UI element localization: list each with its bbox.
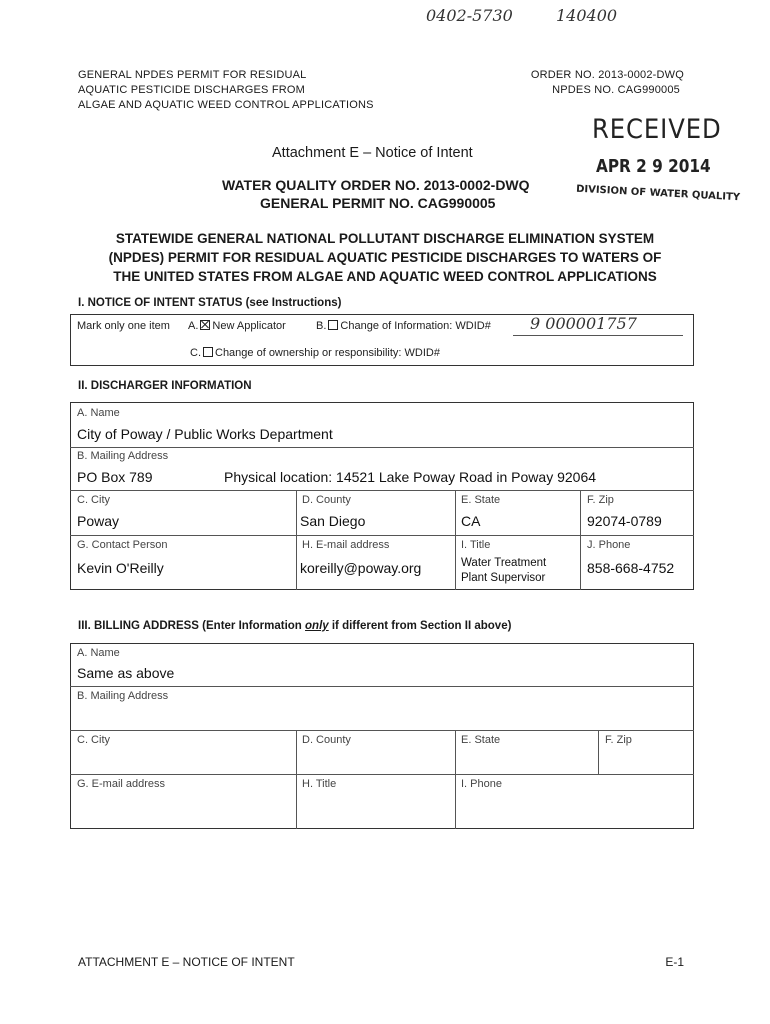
new-applicator-checkbox[interactable]	[200, 320, 210, 330]
header-right	[531, 68, 684, 98]
row-divider	[70, 535, 694, 536]
section-3-heading-pre: III. BILLING ADDRESS (Enter Information	[78, 620, 306, 632]
footer-left: ATTACHMENT E – NOTICE OF INTENT	[78, 955, 295, 969]
row-divider	[70, 730, 694, 731]
option-c-prefix: C.	[190, 347, 201, 359]
col-divider	[296, 730, 297, 829]
npdes-number: NPDES NO. CAG990005	[552, 84, 680, 96]
option-a-prefix: A.	[188, 320, 199, 332]
section-3-heading-only: only	[305, 620, 329, 632]
option-b-prefix: B.	[316, 320, 327, 332]
option-change-info[interactable]	[316, 320, 491, 332]
col-divider	[455, 490, 456, 590]
city-label: C. City	[77, 494, 110, 506]
change-info-checkbox[interactable]	[328, 320, 338, 330]
name-label: A. Name	[77, 407, 120, 419]
billing-phone-label: I. Phone	[461, 778, 502, 790]
statewide-line: THE UNITED STATES FROM ALGAE AND AQUATIC WEED CONTROL APPLICATIONS	[113, 269, 657, 284]
header-left-line: AQUATIC PESTICIDE DISCHARGES FROM	[78, 84, 306, 96]
mark-one-label: Mark only one item	[77, 320, 170, 332]
billing-email-label: G. E-mail address	[77, 778, 166, 790]
billing-name[interactable]: Same as above	[77, 665, 175, 681]
phone-value[interactable]: 858-668-4752	[587, 560, 675, 576]
title-line: Water Treatment	[461, 557, 547, 569]
zip-label: F. Zip	[587, 494, 614, 506]
mailing-label: B. Mailing Address	[77, 450, 169, 462]
contact-value[interactable]: Kevin O'Reilly	[77, 560, 164, 576]
title-value[interactable]	[461, 556, 546, 586]
col-divider	[296, 490, 297, 590]
zip-value[interactable]: 92074-0789	[587, 513, 662, 529]
option-c-label: Change of ownership or responsibility: WDID#	[215, 347, 440, 359]
billing-county-label: D. County	[302, 734, 351, 746]
state-value[interactable]: CA	[461, 513, 481, 529]
section-2-heading: II. DISCHARGER INFORMATION	[78, 380, 252, 392]
statewide-line: (NPDES) PERMIT FOR RESIDUAL AQUATIC PESTICIDE DISCHARGES TO WATERS OF	[108, 250, 662, 265]
row-divider	[70, 774, 694, 775]
billing-state-label: E. State	[461, 734, 501, 746]
row-divider	[70, 447, 694, 448]
section-3-heading	[78, 620, 511, 632]
statewide-line: STATEWIDE GENERAL NATIONAL POLLUTANT DISCHARGE ELIMINATION SYSTEM	[115, 231, 655, 246]
permit-title: GENERAL PERMIT NO. CAG990005	[260, 195, 496, 211]
city-value[interactable]: Poway	[77, 513, 120, 529]
email-value[interactable]: koreilly@poway.org	[300, 560, 422, 576]
row-divider	[70, 686, 694, 687]
attachment-title: Attachment E – Notice of Intent	[272, 145, 473, 161]
handwritten-code: 0402-5730	[426, 6, 513, 25]
page-number: E-1	[665, 955, 684, 969]
email-label: H. E-mail address	[302, 539, 390, 551]
col-divider	[598, 730, 599, 774]
header-left-line: ALGAE AND AQUATIC WEED CONTROL APPLICATIONS	[78, 99, 374, 111]
option-change-ownership[interactable]	[190, 347, 440, 359]
billing-title-label: H. Title	[302, 778, 337, 790]
row-divider	[70, 490, 694, 491]
option-b-label: Change of Information: WDID#	[340, 320, 491, 332]
section-1-heading: I. NOTICE OF INTENT STATUS (see Instructions)	[78, 297, 342, 309]
handwritten-time: 140400	[556, 6, 618, 25]
billing-zip-label: F. Zip	[605, 734, 632, 746]
section-3-heading-post: if different from Section II above)	[328, 620, 512, 632]
phone-label: J. Phone	[587, 539, 631, 551]
order-title: WATER QUALITY ORDER NO. 2013-0002-DWQ	[222, 177, 530, 193]
title-label: I. Title	[461, 539, 491, 551]
title-line: Plant Supervisor	[461, 572, 546, 584]
col-divider	[455, 730, 456, 829]
change-ownership-checkbox[interactable]	[203, 347, 213, 357]
order-number: ORDER NO. 2013-0002-DWQ	[530, 69, 684, 81]
handwritten-wdid: 9 000001757	[530, 314, 637, 333]
county-label: D. County	[302, 494, 351, 506]
state-label: E. State	[461, 494, 501, 506]
billing-city-label: C. City	[77, 734, 110, 746]
wdid-underline	[513, 335, 683, 336]
received-stamp: RECEIVED	[592, 114, 722, 145]
col-divider	[580, 490, 581, 590]
physical-location[interactable]: Physical location: 14521 Lake Poway Road in Poway 92064	[224, 469, 597, 485]
discharger-name[interactable]: City of Poway / Public Works Department	[77, 426, 333, 442]
billing-name-label: A. Name	[77, 647, 120, 659]
division-stamp: DIVISION OF WATER QUALITY	[575, 183, 741, 204]
statewide-title	[60, 229, 710, 286]
header-left-line: GENERAL NPDES PERMIT FOR RESIDUAL	[78, 69, 307, 81]
county-value[interactable]: San Diego	[300, 513, 366, 529]
received-date: APR 2 9 2014	[596, 156, 711, 177]
mailing-address[interactable]: PO Box 789	[77, 469, 153, 485]
option-new-applicator[interactable]	[188, 320, 286, 332]
contact-label: G. Contact Person	[77, 539, 168, 551]
billing-mailing-label: B. Mailing Address	[77, 690, 169, 702]
option-a-label: New Applicator	[212, 320, 286, 332]
header-left	[78, 68, 374, 113]
